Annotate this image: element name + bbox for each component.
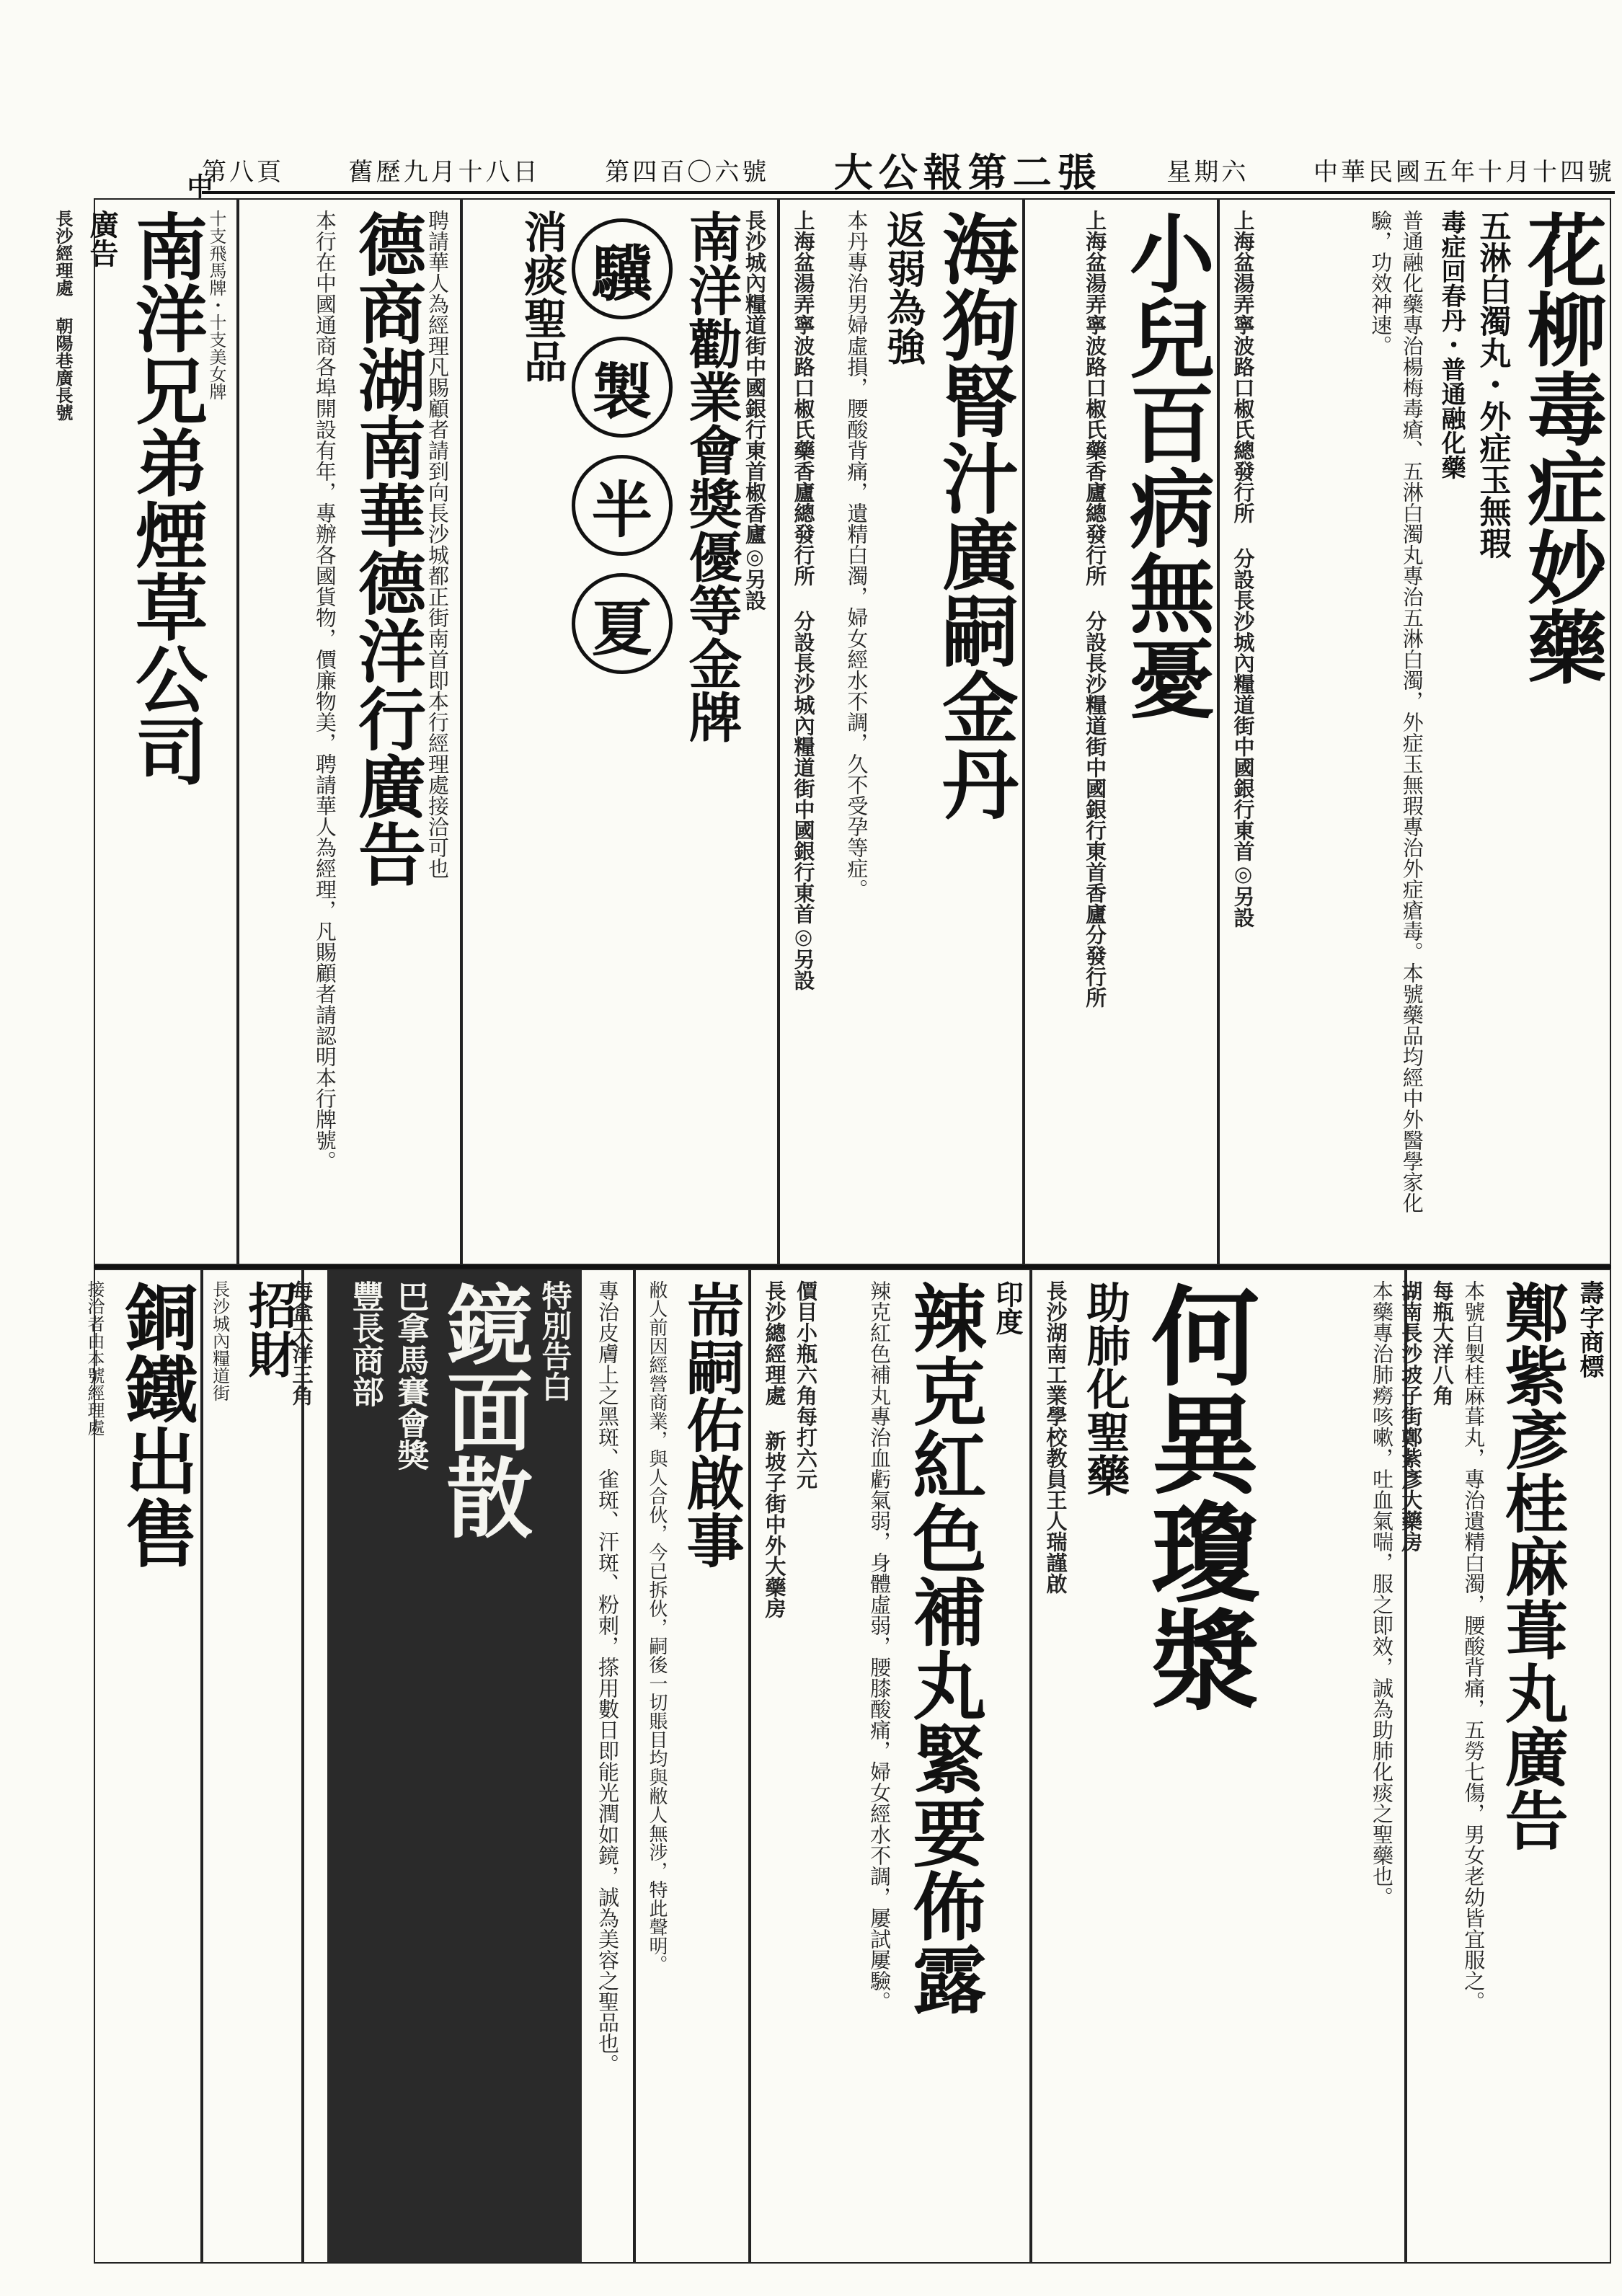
- page-marker: 中: [183, 173, 213, 199]
- ad-slogan: 返弱為強: [880, 210, 927, 365]
- seal-xia: 夏: [572, 573, 673, 674]
- ad-body: 本行在中國通商各埠開設有年，專辦各國貨物，價廉物美，聘請華人為經理，凡賜顧者請認明本行牌號。: [312, 210, 337, 1171]
- ad-jingmian: [289, 1269, 634, 2264]
- ad-body: 本號自製桂麻葺丸，專治遺精白濁，腰酸背痛，五勞七傷，男女老幼皆宜服之。: [1461, 1280, 1486, 2012]
- ad-title: 南洋勸業會獎優等金牌: [680, 210, 743, 743]
- ad-title: 銅鐵出售: [113, 1280, 198, 1569]
- ad-title: 南洋兄弟煙草公司: [123, 210, 208, 786]
- ad-column-title: 毒症回春丹・普通融化藥: [1437, 210, 1466, 479]
- ad-zhaotian: [202, 1269, 303, 2264]
- seal-column: [572, 210, 673, 1254]
- ad-title: 德商湖南華德洋行廣告: [346, 210, 426, 887]
- ad-huaqing: [1218, 198, 1611, 1265]
- ad-agent: 長沙總經理處 新坡子街中外大藥房: [762, 1280, 787, 1618]
- ad-nanyang: [53, 198, 238, 1265]
- ad-top-label: 特別告白: [537, 1280, 573, 1401]
- ad-agent: 長沙經理處 朝陽巷廣長號: [53, 210, 74, 421]
- ad-title: 何異瓊漿: [1133, 1280, 1259, 1713]
- ad-body: 敝人前因經營商業，與人合伙，今已拆伙，嗣後一切賬目均與敝人無涉，特此聲明。: [646, 1280, 668, 1974]
- ad-haigou: [779, 198, 1024, 1265]
- mirror-panel: [327, 1270, 582, 2262]
- ad-award: 巴拿馬賽會獎: [391, 1280, 429, 1471]
- ad-body: 專治皮膚上之黑斑、雀斑、汗斑、粉刺，搽用數日即能光潤如鏡，誠為美容之聖品也。: [595, 1280, 620, 2075]
- ad-seller: 豐長商部: [346, 1280, 384, 1407]
- ad-body: 辣克紅色補丸專治血虧氣弱，身體虛弱，腰膝酸痛，婦女經水不調，屢試屢驗。: [867, 1280, 892, 2012]
- ad-lake: [750, 1269, 1031, 2264]
- ad-title: 花柳毒症妙藥: [1515, 210, 1608, 686]
- masthead-page-number: 第八頁: [202, 157, 285, 187]
- masthead-date: 中華民國五年十月十四號: [1313, 157, 1615, 187]
- ad-price: 每盒大洋三角: [289, 1280, 314, 1406]
- seal-ban: 半: [572, 455, 673, 556]
- ad-body: 本丹專治男婦虛損，腰酸背痛，遺精白濁，婦女經水不調，久不受孕等症。: [844, 210, 869, 900]
- masthead-issue: 第四百〇六號: [605, 157, 770, 187]
- ad-tag: 廣告: [85, 210, 119, 267]
- masthead: [202, 148, 1615, 194]
- ad-title: 鄭紫彥桂麻葺丸廣告: [1494, 1280, 1570, 1851]
- ad-address: 上海盆湯弄寧波路口椒氏總發行所 分設長沙城內糧道街中國銀行東首◎另設: [1231, 210, 1256, 928]
- ad-agent: 長沙湖南工業學校教員王人瑞謹啟: [1043, 1280, 1068, 1594]
- ad-subtitle: 十支飛馬牌・十支美女牌: [206, 210, 226, 400]
- ad-title: 小兒百病無憂: [1115, 210, 1215, 720]
- ad-title: 鏡面散: [432, 1280, 534, 1540]
- ad-banxia: [461, 198, 779, 1265]
- ad-address: 上海盆湯弄寧波路口椒氏藥香廬總發行所 分設長沙糧道街中國銀行東首香廬分發行所: [1083, 210, 1108, 1008]
- ad-price: 價目小瓶六角每打六元: [794, 1280, 818, 1489]
- ad-address: 長沙城內糧道街中國銀行東首椒香廬◎另設: [743, 210, 767, 611]
- masthead-lunar-date: 舊歷九月十八日: [348, 157, 541, 187]
- ad-agent: 湖南長沙坡子街鄭紫彥大藥房: [1399, 1280, 1424, 1552]
- ad-contact: 接洽者由本號經理處: [84, 1280, 105, 1436]
- ad-address: 上海盆湯弄寧波路口椒氏藥香廬總發行所 分設長沙城內糧道街中國銀行東首◎另設: [791, 210, 816, 990]
- ad-title: 海狗腎汁廣嗣金丹: [930, 210, 1020, 821]
- ad-xiaoer: [1024, 198, 1218, 1265]
- ad-slogan: 消痰聖品: [516, 210, 567, 383]
- ad-deyang: [238, 198, 461, 1265]
- ad-heyi: [1031, 1269, 1406, 2264]
- ad-title: 辣克紅色補丸緊要佈露: [900, 1280, 988, 2016]
- masthead-weekday: 星期六: [1166, 157, 1249, 187]
- ad-body: 普通融化藥專治楊梅毒瘡、五淋白濁丸專治五淋白濁，外症玉無瑕專治外症瘡毒。本號藥品均經中外醫學家化驗，功效神速。: [1368, 210, 1424, 1213]
- seal-zhi: 製: [572, 337, 673, 438]
- ad-subtitle: 五淋白濁丸・外症玉無瑕: [1473, 210, 1511, 559]
- ad-extra: 聘請華人為經理凡賜顧者請到向長沙城都正街南首即本行經理處接洽可也: [425, 210, 450, 879]
- ad-body: 本藥專治肺癆咳嗽，吐血氣喘，服之即效，誠為助肺化痰之聖藥也。: [1370, 1280, 1394, 1907]
- seal-ji: 驥: [572, 218, 673, 319]
- ad-title: 招財: [240, 1280, 298, 1378]
- ad-title: 耑嗣佑啟事: [677, 1280, 745, 1569]
- ad-price: 每瓶大洋八角: [1430, 1280, 1455, 1406]
- ad-sisi: [634, 1269, 750, 2264]
- ad-label: 壽字商標: [1575, 1280, 1604, 1378]
- ad-subtitle: 助肺化聖藥: [1079, 1280, 1130, 1497]
- ad-label: 印度: [991, 1280, 1024, 1335]
- ad-tonglu: [84, 1269, 202, 2264]
- ad-address: 長沙城內糧道街: [209, 1280, 230, 1401]
- ad-zhengyan: [1399, 1269, 1611, 2264]
- paper-name: 大公報第二張: [833, 149, 1102, 195]
